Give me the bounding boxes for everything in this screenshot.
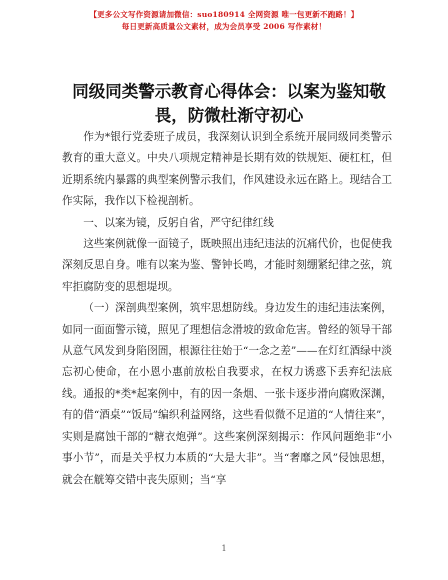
page-number: 1: [221, 544, 227, 553]
document-title: 同级同类警示教育心得体会：以案为鉴知敬畏，防微杜渐守初心: [72, 82, 386, 125]
promo-line-2: 每日更新高质量公文素材，成为会员享受 2006 写作素材！: [121, 22, 327, 31]
document-body: [62, 127, 392, 491]
paragraph-subsection-1: （一）深剖典型案例，筑牢思想防线。身边发生的违纪违法案例，如同一面面警示镜，照见了理想信念滑坡的致命危害。曾经的领导干部从意气风发到身陷囹圄，根源往往始于“一念之差”——在灯红酒绿中淡忘初心使命，在小恩小惠前放松自我要求，在权力诱惑下丢弃纪法底线。通报的*类*起案例中，有的因一条烟、一张卡逐步滑向腐败深渊，有的借“酒桌”“饭局”编织利益网络，这些看似微不足道的“人情往来”，实则是腐蚀干部的“糖衣炮弹”。这些案例深刻揭示：作风问题绝非“小事小节”，而是关乎权力本质的“大是大非”。当“奢靡之风”侵蚀思想，就会在觥筹交错中丧失原则；当“享: [62, 302, 392, 486]
section-heading-1: 一、以案为镜，反躬自省，严守纪律红线: [83, 216, 274, 229]
paragraph-intro: 作为*银行党委班子成员，我深刻认识到全系统开展同级同类警示教育的重大意义。中央八项规定精神是长期有效的铁规矩、硬杠杠，但近期系统内暴露的典型案例警示我们，作风建设永远在路上。现结合工作实际，我作以下检视剖析。: [62, 131, 392, 208]
promo-line-1: 【更多公文写作资源请加微信：suo180914 全网资源 唯一包更新不跑路！】: [89, 10, 359, 19]
paragraph-section-1: 这些案例就像一面镜子，既映照出违纪违法的沉痛代价，也促使我深刻反思自身。唯有以案为鉴、警钟长鸣，才能时刻绷紧纪律之弦，筑牢拒腐防变的思想堤坝。: [62, 238, 392, 293]
